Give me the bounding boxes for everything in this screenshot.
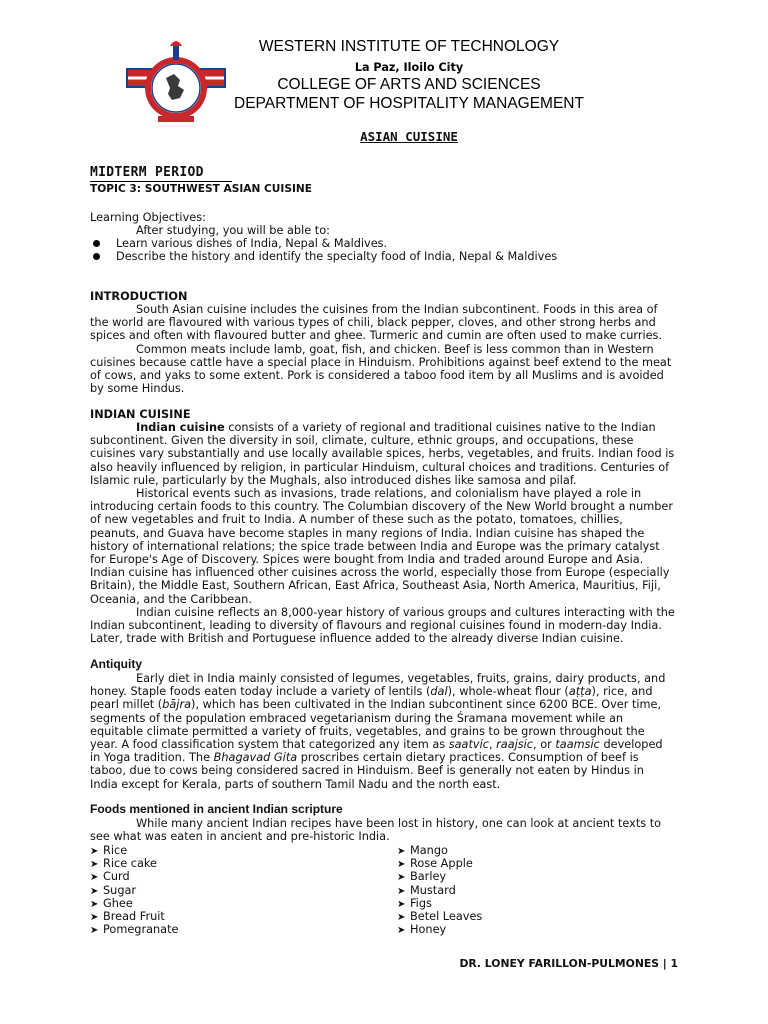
topic-heading: TOPIC 3: SOUTHWEST ASIAN CUISINE <box>90 183 313 195</box>
antiquity-text: , or <box>533 738 556 752</box>
food-item <box>397 844 482 857</box>
antiquity-text: developed in Yoga tradition. The <box>90 738 663 765</box>
arrow-bullet-icon: ➤ <box>397 885 406 897</box>
antiquity-term: dal <box>430 685 448 699</box>
food-item <box>90 910 178 923</box>
food-name: Bread Fruit <box>103 909 165 923</box>
arrow-bullet-icon: ➤ <box>397 911 406 923</box>
food-item <box>397 870 482 883</box>
antiquity-term: Bhagavad Gita <box>213 751 298 765</box>
food-item <box>90 870 178 883</box>
antiquity-text: , <box>488 738 497 752</box>
objective-text: Describe the history and identify the specialty food of India, Nepal & Maldives <box>116 250 558 264</box>
introduction-body <box>90 303 675 395</box>
antiquity-heading: Antiquity <box>90 657 142 671</box>
objectives-intro: After studying, you will be able to: <box>136 224 330 237</box>
arrow-bullet-icon: ➤ <box>397 925 406 937</box>
antiquity-text: ), whole-wheat flour ( <box>447 685 569 699</box>
food-name: Rice cake <box>103 857 157 871</box>
indian-cuisine-heading: INDIAN CUISINE <box>90 408 191 421</box>
antiquity-term: saatvic <box>448 738 489 752</box>
foods-paragraph: While many ancient Indian recipes have been lost in history, one can look at ancient texts to see what was eaten in ancient and pre-historic India. <box>90 817 662 844</box>
foods-heading: Foods mentioned in ancient Indian scripture <box>90 802 343 816</box>
indian-cuisine-paragraph: Indian cuisine reflects an 8,000-year history of various groups and cultures interacting with the Indian subcontinent, leading to diversity of flavours and regional cuisines found in modern-day India. Later, trade with British and Portuguese influence added to the already diverse Indian cuisine. <box>90 605 675 646</box>
antiquity-text: proscribes certain dietary practices. Consumption of beef is taboo, due to cows being considered sacred in Hinduism. Beef is generally not eaten by Hindus in India except for Kerala, parts of southern Tamil Nadu and the north east. <box>90 751 644 791</box>
food-item <box>90 844 178 857</box>
food-name: Betel Leaves <box>410 909 483 923</box>
arrow-bullet-icon: ➤ <box>90 885 99 897</box>
period-heading: MIDTERM PERIOD <box>90 165 204 180</box>
indian-cuisine-text: consists of a variety of regional and traditional cuisines native to the Indian subcontinent. Given the diversity in soil, climate, culture, ethnic groups, and occupations, these cuisines vary substantially and use locally available spices, herbs, vegetables, and fruits. Indian food is also heavily influenced by religion, in particular Hinduism, cultural choices and traditions. Centuries of Islamic rule, particularly by the Mughals, also introduced dishes like samosa and pilaf. <box>90 421 675 487</box>
food-item <box>90 923 178 936</box>
antiquity-term: aṭṭa <box>568 685 592 699</box>
food-name: Mustard <box>410 883 456 897</box>
food-name: Honey <box>410 923 447 937</box>
food-item <box>397 923 482 936</box>
antiquity-text: Early diet in India mainly consisted of legumes, vegetables, fruits, grains, dairy products, and honey. Staple foods eaten today include a variety of lentils ( <box>90 672 666 699</box>
arrow-bullet-icon: ➤ <box>90 872 99 884</box>
indian-cuisine-paragraph <box>90 421 675 487</box>
food-name: Rose Apple <box>410 857 473 871</box>
food-item <box>397 910 482 923</box>
food-item <box>90 884 178 897</box>
food-name: Mango <box>410 844 448 857</box>
arrow-bullet-icon: ➤ <box>90 898 99 910</box>
page-footer: DR. LONEY FARILLON-PULMONES | 1 <box>459 957 678 970</box>
foods-list-left <box>90 844 178 936</box>
college-name: COLLEGE OF ARTS AND SCIENCES <box>277 76 541 93</box>
antiquity-paragraph <box>90 672 675 791</box>
indian-cuisine-body <box>90 421 675 645</box>
arrow-bullet-icon: ➤ <box>90 925 99 937</box>
department-name: DEPARTMENT OF HOSPITALITY MANAGEMENT <box>234 95 584 112</box>
food-name: Sugar <box>103 883 137 897</box>
food-item <box>397 897 482 910</box>
institute-name: WESTERN INSTITUTE OF TECHNOLOGY <box>258 38 560 55</box>
indian-cuisine-paragraph: Historical events such as invasions, trade relations, and colonialism have played a role in introducing certain foods to this country. The Columbian discovery of the New World brought a number of new vegetables and fruit to India. A number of these such as the potato, tomatoes, chillies, peanuts, and Guava have become staples in many regions of India. Indian cuisine has shaped the history of international relations; the spice trade between India and Europe was the primary catalyst for Europe's Age of Discovery. Spices were bought from India and traded around Europe and Asia. Indian cuisine has influenced other cuisines across the world, especially those from Europe (especially Britain), the Middle East, Southern African, East Africa, Southeast Asia, North America, Mauritius, Fiji, Oceania, and the Caribbean. <box>90 487 674 606</box>
antiquity-term: taamsic <box>555 738 600 752</box>
antiquity-text: ), which has been cultivated in the Indian subcontinent since 6200 BCE. Over time, segments of the population embraced vegetarianism during the Śramana movement while an equitable climate permitted a variety of fruits, vegetables, and grains to be grown throughout the year. A food classification system that categorized any item as <box>90 698 662 752</box>
arrow-bullet-icon: ➤ <box>90 846 99 857</box>
antiquity-text: ), rice, and pearl millet ( <box>90 685 653 712</box>
introduction-heading: INTRODUCTION <box>90 290 188 303</box>
bullet-dot-icon <box>93 240 100 247</box>
institute-location: La Paz, Iloilo City <box>354 61 464 74</box>
food-item <box>397 857 482 870</box>
antiquity-term: bājra <box>162 698 192 712</box>
bullet-dot-icon <box>93 253 100 260</box>
food-name: Figs <box>410 896 432 910</box>
objective-text: Learn various dishes of India, Nepal & Maldives. <box>116 237 388 250</box>
food-item <box>90 897 178 910</box>
food-name: Rice <box>103 844 128 857</box>
objective-item <box>90 237 557 250</box>
food-name: Curd <box>103 870 130 884</box>
food-name: Barley <box>410 870 447 884</box>
arrow-bullet-icon: ➤ <box>397 872 406 884</box>
arrow-bullet-icon: ➤ <box>397 846 406 857</box>
introduction-paragraph: South Asian cuisine includes the cuisines from the Indian subcontinent. Foods in this area of the world are flavoured with various types of chili, black pepper, cloves, and other strong herbs and spices and often with flavoured butter and ghee. Turmeric and cumin are often used to make curries. <box>90 303 663 343</box>
food-item <box>90 857 178 870</box>
objectives-list <box>90 237 557 263</box>
arrow-bullet-icon: ➤ <box>90 859 99 871</box>
foods-body <box>90 817 675 843</box>
foods-list-right <box>397 844 482 936</box>
arrow-bullet-icon: ➤ <box>397 898 406 910</box>
antiquity-term: raajsic <box>496 738 534 752</box>
objectives-label: Learning Objectives: <box>90 211 206 224</box>
food-name: Pomegranate <box>103 923 179 937</box>
food-name: Ghee <box>103 896 133 910</box>
indian-cuisine-term: Indian cuisine <box>136 421 225 434</box>
arrow-bullet-icon: ➤ <box>90 911 99 923</box>
food-item <box>397 884 482 897</box>
course-title: ASIAN CUISINE <box>360 129 458 144</box>
objective-item <box>90 250 557 263</box>
introduction-paragraph: Common meats include lamb, goat, fish, and chicken. Beef is less common than in Western cuisines because cattle have a special place in Hinduism. Prohibitions against beef extend to the meat of cows, and yaks to some extent. Pork is considered a taboo food item by all Muslims and is avoided by some Hindus. <box>90 342 672 396</box>
antiquity-body <box>90 672 675 791</box>
period-underline <box>90 181 232 182</box>
arrow-bullet-icon: ➤ <box>397 859 406 871</box>
